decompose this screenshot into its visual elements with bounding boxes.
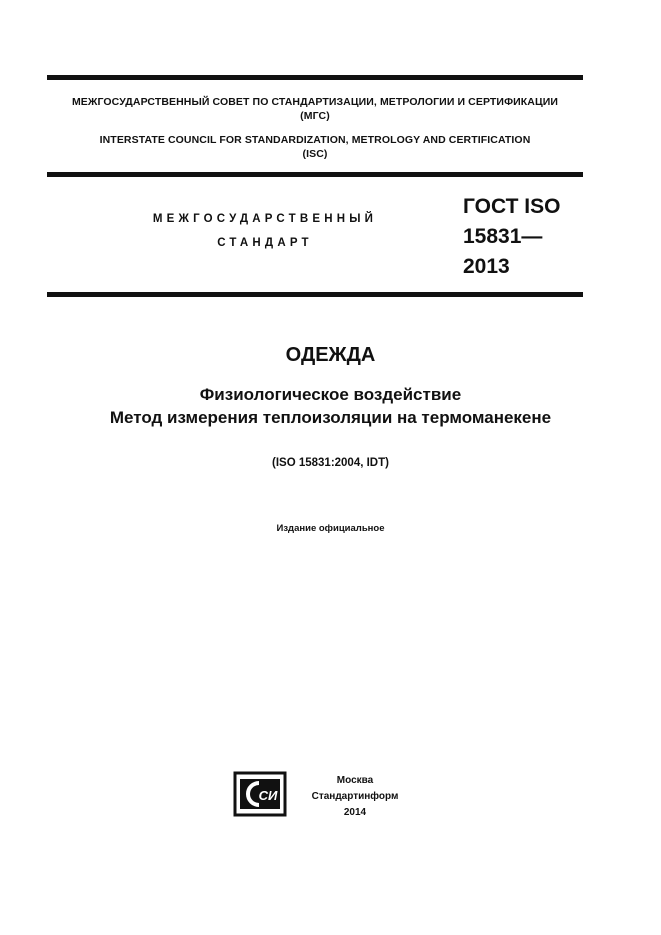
official-edition-label: Издание официальное xyxy=(276,523,385,534)
gost-line3: 2013 xyxy=(463,255,510,278)
standard-type-line1: МЕЖГОСУДАРСТВЕННЫЙ xyxy=(152,213,378,225)
document-title: ОДЕЖДА xyxy=(285,344,376,366)
publisher-city: Москва xyxy=(336,775,374,786)
middle-rule xyxy=(47,172,583,177)
document-subtitle-2: Метод измерения теплоизоляции на термоманекене xyxy=(109,408,552,427)
council-en-name: INTERSTATE COUNCIL FOR STANDARDIZATION, METROLOGY AND CERTIFICATION xyxy=(99,134,531,146)
council-ru-abbr: (МГС) xyxy=(300,110,330,122)
si-logo-icon xyxy=(232,770,288,818)
logo-letters: СИ xyxy=(258,788,278,803)
document-subtitle-1: Физиологическое воздействие xyxy=(199,385,462,404)
standartinform-logo xyxy=(232,770,288,823)
council-ru-name: МЕЖГОСУДАРСТВЕННЫЙ СОВЕТ ПО СТАНДАРТИЗАЦИИ, МЕТРОЛОГИИ И СЕРТИФИКАЦИИ xyxy=(71,96,559,108)
publisher-name: Стандартинформ xyxy=(311,791,399,802)
council-en-abbr: (ISC) xyxy=(302,148,328,160)
standard-type-line2: СТАНДАРТ xyxy=(217,237,313,249)
publication-year: 2014 xyxy=(343,807,367,818)
gost-line2: 15831— xyxy=(463,225,543,248)
gost-designation xyxy=(463,192,593,282)
header-bottom-rule xyxy=(47,292,583,297)
iso-reference: (ISO 15831:2004, IDT) xyxy=(272,457,389,469)
top-rule xyxy=(47,75,583,80)
gost-line1: ГОСТ ISO xyxy=(463,195,561,218)
